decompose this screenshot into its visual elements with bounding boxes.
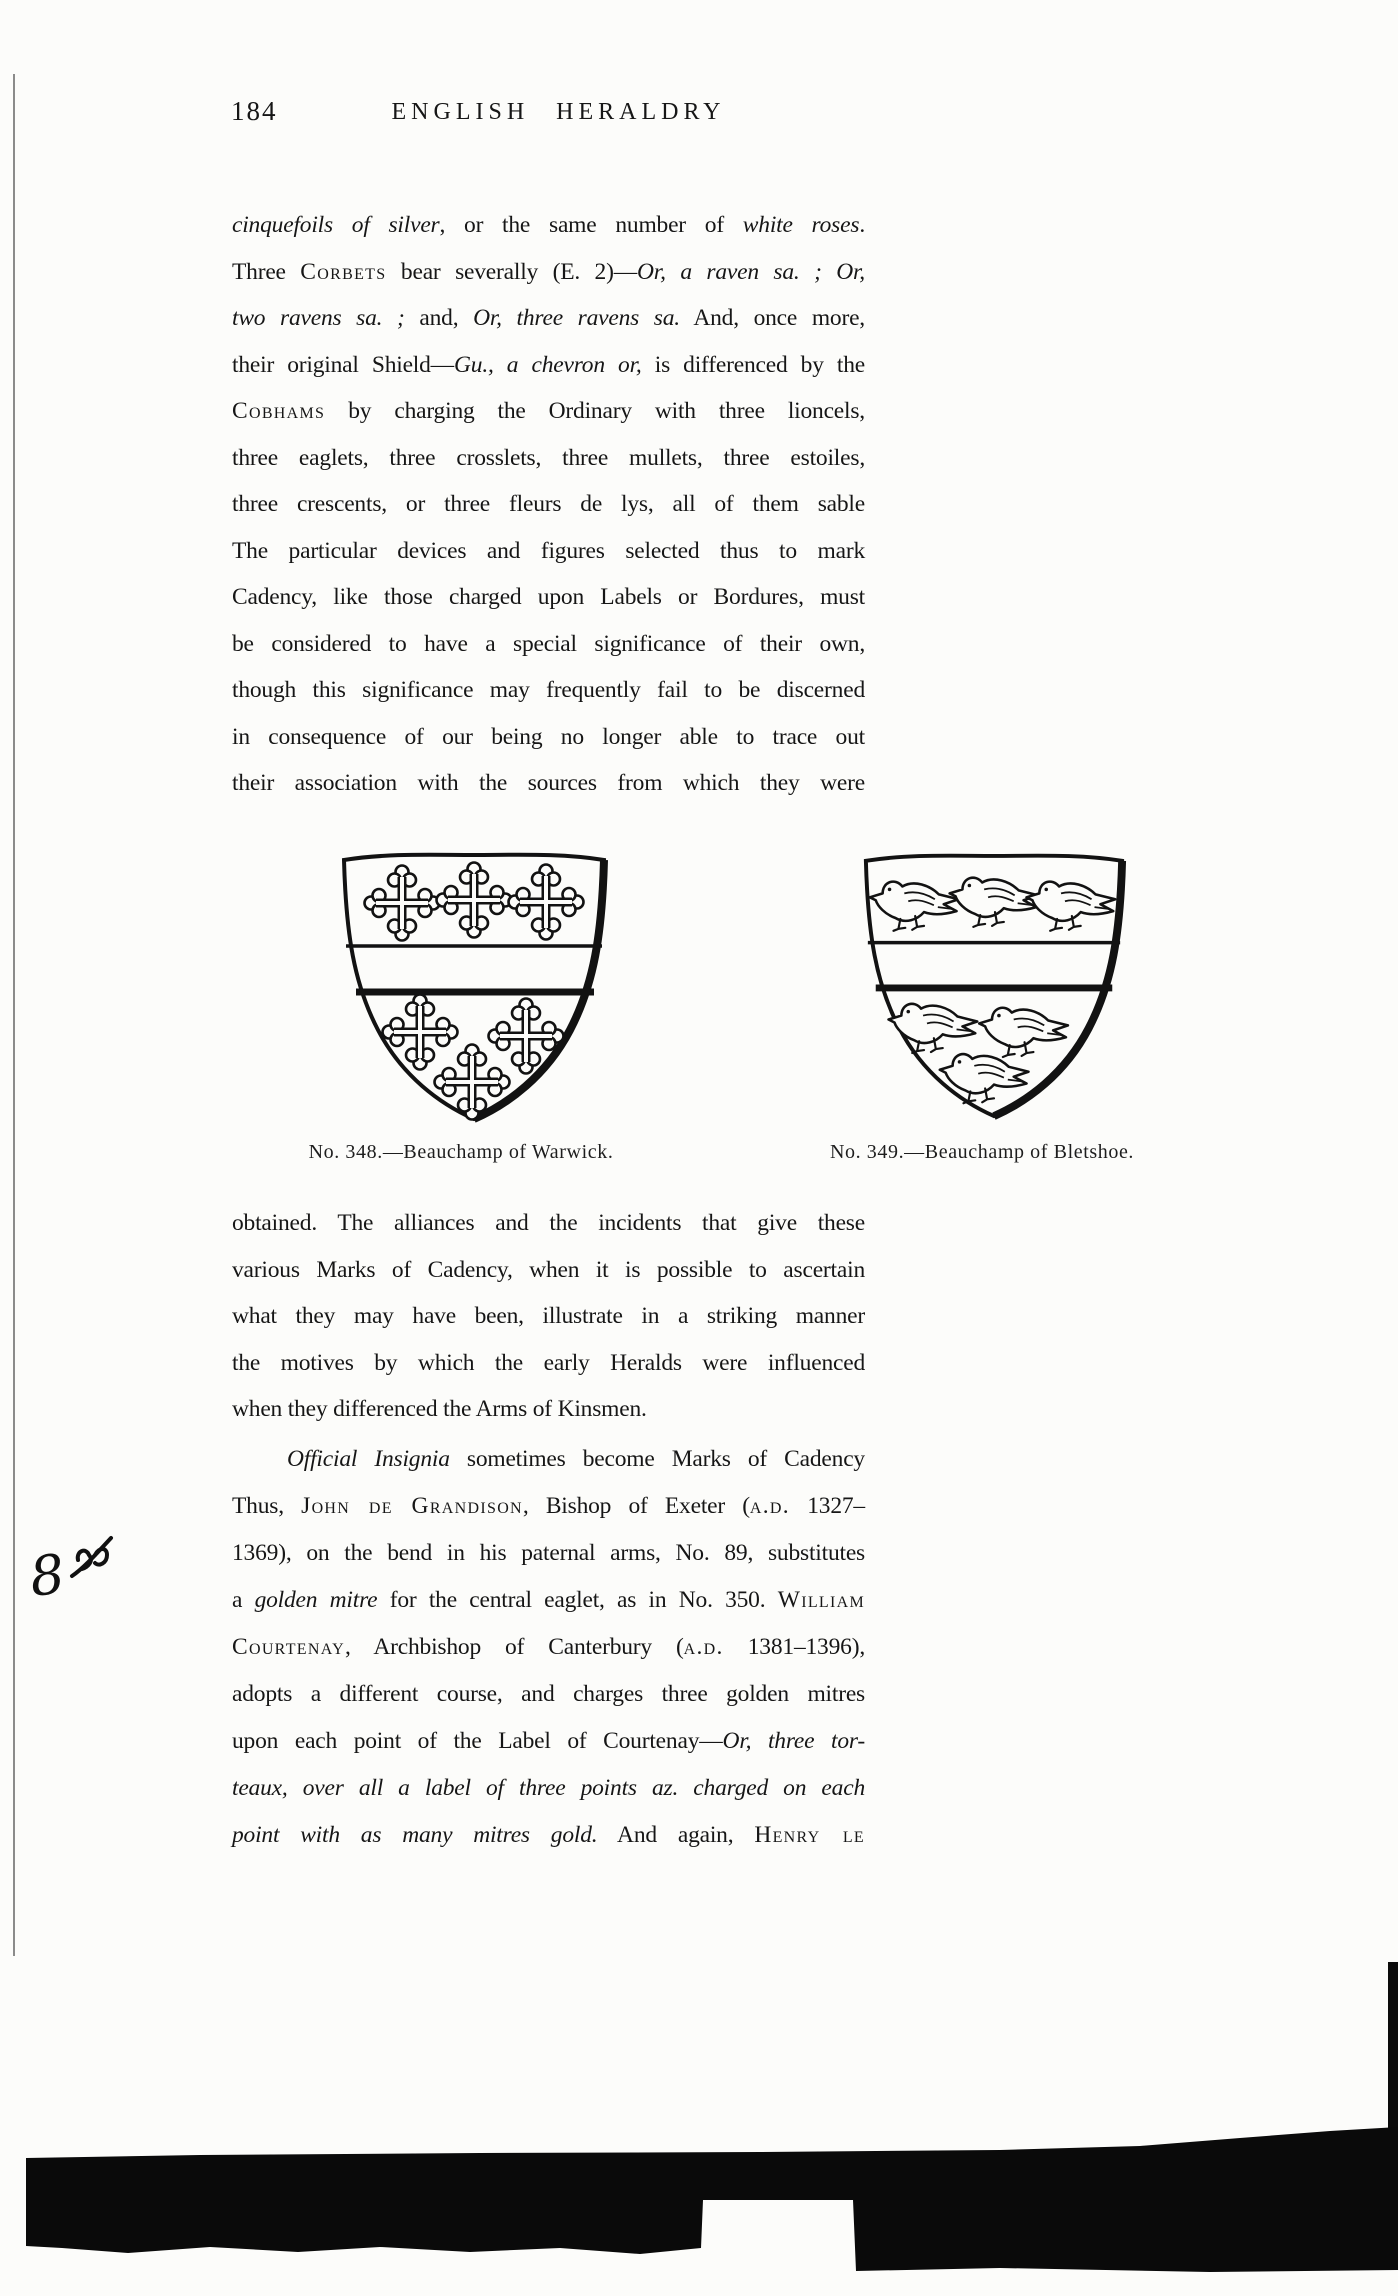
text-line: though this significance may frequently fail to be discerned — [232, 677, 865, 703]
page-number: 184 — [231, 96, 278, 126]
handwritten-8: 8 — [26, 1542, 69, 1609]
text-line: Official Insignia sometimes become Marks of Cadency — [287, 1446, 865, 1472]
scan-artifact-right-bar — [1388, 1962, 1398, 2132]
text-line: three crescents, or three fleurs de lys, all of them sable — [232, 491, 865, 517]
text-line: cinquefoils of silver, or the same number of white roses. — [232, 212, 865, 238]
text-line: teaux, over all a label of three points az. charged on each — [232, 1775, 865, 1801]
paragraph-2 — [232, 1200, 865, 1433]
text-line: their original Shield—Gu., a chevron or, is differenced by the — [232, 351, 865, 378]
handwritten-margin-mark — [14, 1524, 126, 1612]
text-line: various Marks of Cadency, when it is possible to ascertain — [232, 1256, 865, 1283]
shield-fess-martlets-figure — [858, 847, 1130, 1125]
text-line: be considered to have a special significance of their own, — [232, 630, 865, 657]
page-edge-line — [13, 74, 15, 1956]
text-line: Cobhams by charging the Ordinary with three lioncels, — [232, 398, 865, 424]
text-line: two ravens sa. ; and, Or, three ravens sa. And, once more, — [232, 305, 865, 331]
text-line: three eaglets, three crosslets, three mullets, three estoiles, — [232, 444, 865, 471]
text-line: Courtenay, Archbishop of Canterbury (a.d. 1381–1396), — [232, 1634, 865, 1660]
text-line: adopts a different course, and charges three golden mitres — [232, 1681, 865, 1707]
text-line: their association with the sources from which they were — [232, 770, 865, 796]
text-line: what they may have been, illustrate in a striking manner — [232, 1303, 865, 1329]
text-line: the motives by which the early Heralds were influenced — [232, 1349, 865, 1376]
shield-fess-crosslets-figure — [336, 846, 612, 1128]
text-line: a golden mitre for the central eaglet, as in No. 350. William — [232, 1587, 865, 1613]
text-line: in consequence of our being no longer able to trace out — [232, 723, 865, 750]
running-header: ENGLISH HERALDRY — [391, 99, 726, 125]
text-line: Cadency, like those charged upon Labels or Bordures, must — [232, 584, 865, 610]
scan-artifact-band — [0, 2118, 1398, 2296]
figure-caption-348: No. 348.—Beauchamp of Warwick. — [308, 1141, 614, 1163]
text-line: point with as many mitres gold. And again, Henry le — [232, 1822, 866, 1848]
text-line: Thus, John de Grandison, Bishop of Exeter (a.d. 1327– — [232, 1493, 865, 1519]
text-line: The particular devices and figures selected thus to mark — [232, 537, 865, 564]
paragraph-1 — [232, 202, 865, 807]
text-line: upon each point of the Label of Courtenay—Or, three tor- — [232, 1728, 865, 1754]
figure-caption-349: No. 349.—Beauchamp of Bletshoe. — [829, 1141, 1135, 1163]
text-line: 1369), on the bend in his paternal arms, No. 89, substitutes — [232, 1540, 865, 1566]
paragraph-3 — [232, 1436, 865, 1859]
text-line: when they differenced the Arms of Kinsmen. — [232, 1396, 647, 1422]
text-line: Three Corbets bear severally (E. 2)—Or, a raven sa. ; Or, — [232, 258, 865, 285]
text-line: obtained. The alliances and the incidents that give these — [232, 1210, 865, 1236]
